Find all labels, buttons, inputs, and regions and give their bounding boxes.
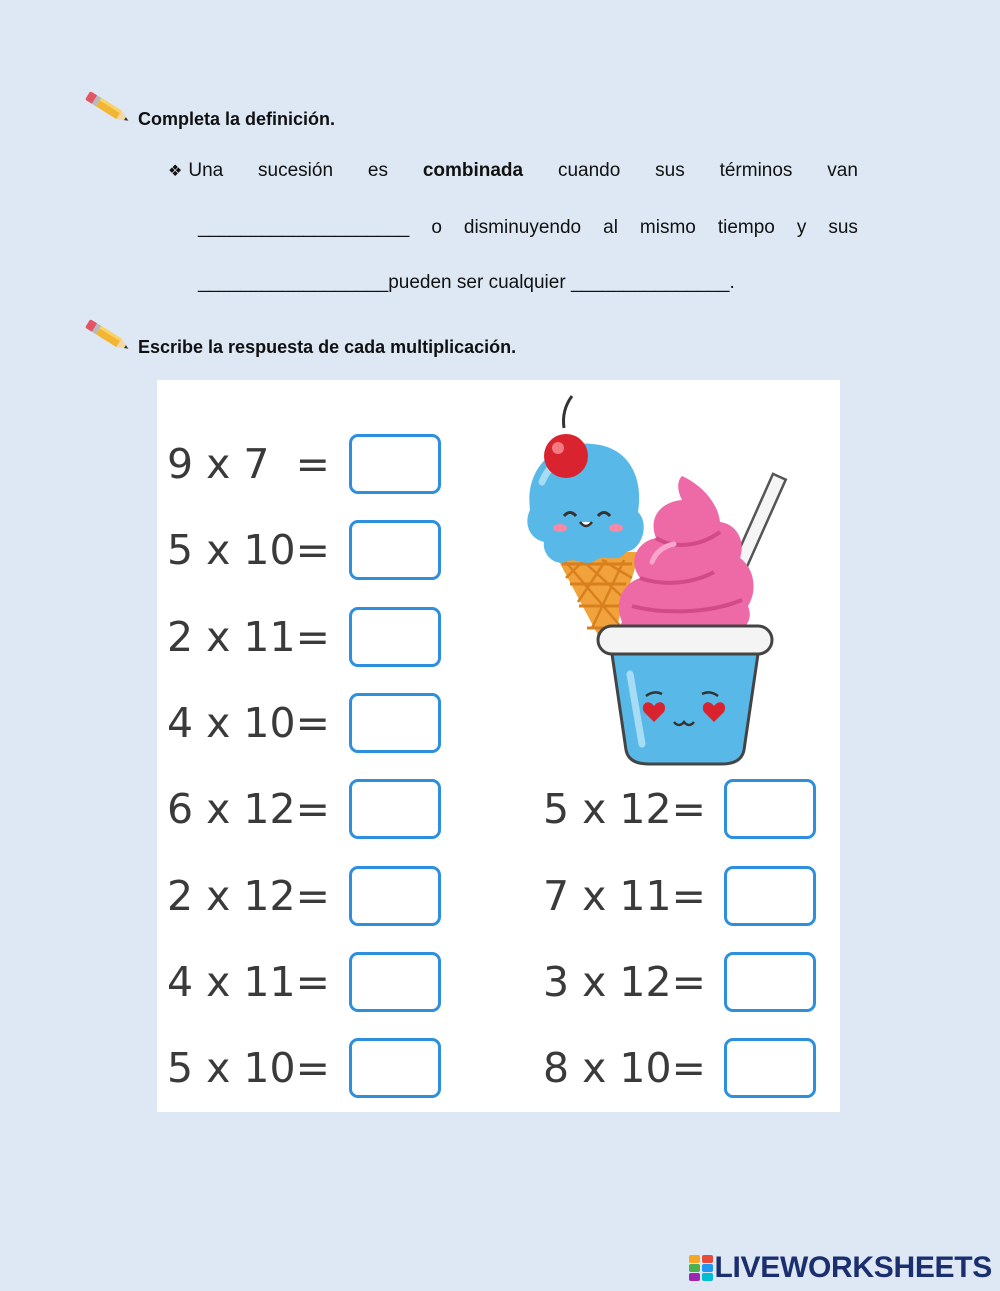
liveworksheets-logo-icon: [689, 1255, 713, 1281]
answer-box[interactable]: [349, 866, 441, 926]
answer-box[interactable]: [724, 1038, 816, 1098]
multiplication-equation: [167, 605, 330, 669]
definition-word: combinada: [422, 160, 524, 181]
definition-line-3: [198, 272, 858, 294]
blank-2[interactable]: __________________: [198, 272, 389, 293]
definition-line-2: [198, 217, 858, 239]
multiplication-equation: [543, 777, 706, 841]
answer-box[interactable]: [349, 952, 441, 1012]
definition-word: es: [367, 160, 388, 181]
bullet-icon: ❖: [168, 163, 183, 180]
definition-word: y: [796, 217, 807, 238]
answer-box[interactable]: [724, 866, 816, 926]
answer-box[interactable]: [349, 520, 441, 580]
answer-box[interactable]: [349, 434, 441, 494]
equation-text: 3 x 12=: [543, 957, 706, 1006]
multiplication-equation: [167, 950, 330, 1014]
answer-box[interactable]: [349, 1038, 441, 1098]
ice-cream-illustration: [522, 392, 792, 767]
equation-text: 5 x 10=: [167, 526, 330, 575]
multiplication-equation: [543, 1036, 706, 1100]
pencil-icon: [82, 88, 134, 128]
definition-word: tiempo: [717, 217, 775, 238]
equation-text: 8 x 10=: [543, 1044, 706, 1093]
period: .: [729, 272, 735, 293]
multiplication-equation: [167, 432, 330, 496]
blank-1[interactable]: ____________________: [198, 217, 410, 238]
multiplication-equation: [167, 691, 330, 755]
equation-text: 2 x 11=: [167, 612, 330, 661]
definition-word: sucesión: [258, 160, 334, 181]
definition-text: pueden ser cualquier: [388, 272, 571, 293]
brand-text: LIVEWORKSHEETS: [714, 1251, 992, 1284]
equation-text: 4 x 10=: [167, 698, 330, 747]
definition-word: Una: [188, 160, 224, 181]
exercise-panel: [157, 380, 840, 1112]
bullet-item: [168, 160, 223, 182]
multiplication-equation: [167, 864, 330, 928]
definition-word: o: [431, 217, 442, 238]
definition-word: cuando: [557, 160, 621, 181]
answer-box[interactable]: [349, 607, 441, 667]
definition-word: sus: [828, 217, 858, 238]
instruction-multiplication: Escribe la respuesta de cada multiplicación.: [138, 337, 517, 357]
answer-box[interactable]: [349, 779, 441, 839]
equation-text: 5 x 12=: [543, 785, 706, 834]
definition-word: van: [827, 160, 858, 181]
multiplication-equation: [543, 950, 706, 1014]
equation-text: 6 x 12=: [167, 785, 330, 834]
pencil-icon: [82, 316, 134, 356]
definition-word: sus: [655, 160, 685, 181]
definition-line-1: [168, 160, 858, 182]
answer-box[interactable]: [724, 952, 816, 1012]
blank-3[interactable]: _______________: [570, 272, 730, 293]
instruction-complete-definition: Completa la definición.: [138, 109, 336, 129]
equation-text: 7 x 11=: [543, 871, 706, 920]
equation-text: 9 x 7 =: [167, 440, 330, 488]
section-definition-header: [82, 88, 335, 128]
definition-word: disminuyendo: [463, 217, 582, 238]
multiplication-equation: [167, 518, 330, 582]
equation-text: 2 x 12=: [167, 871, 330, 920]
multiplication-equation: [543, 864, 706, 928]
definition-word: términos: [719, 160, 793, 181]
multiplication-equation: [167, 777, 330, 841]
definition-word: mismo: [639, 217, 696, 238]
answer-box[interactable]: [724, 779, 816, 839]
multiplication-equation: [167, 1036, 330, 1100]
equation-text: 4 x 11=: [167, 957, 330, 1006]
equation-text: 5 x 10=: [167, 1044, 330, 1093]
definition-word: al: [603, 217, 618, 238]
section-multiplication-header: [82, 316, 516, 356]
answer-box[interactable]: [349, 693, 441, 753]
liveworksheets-brand: [689, 1251, 993, 1285]
